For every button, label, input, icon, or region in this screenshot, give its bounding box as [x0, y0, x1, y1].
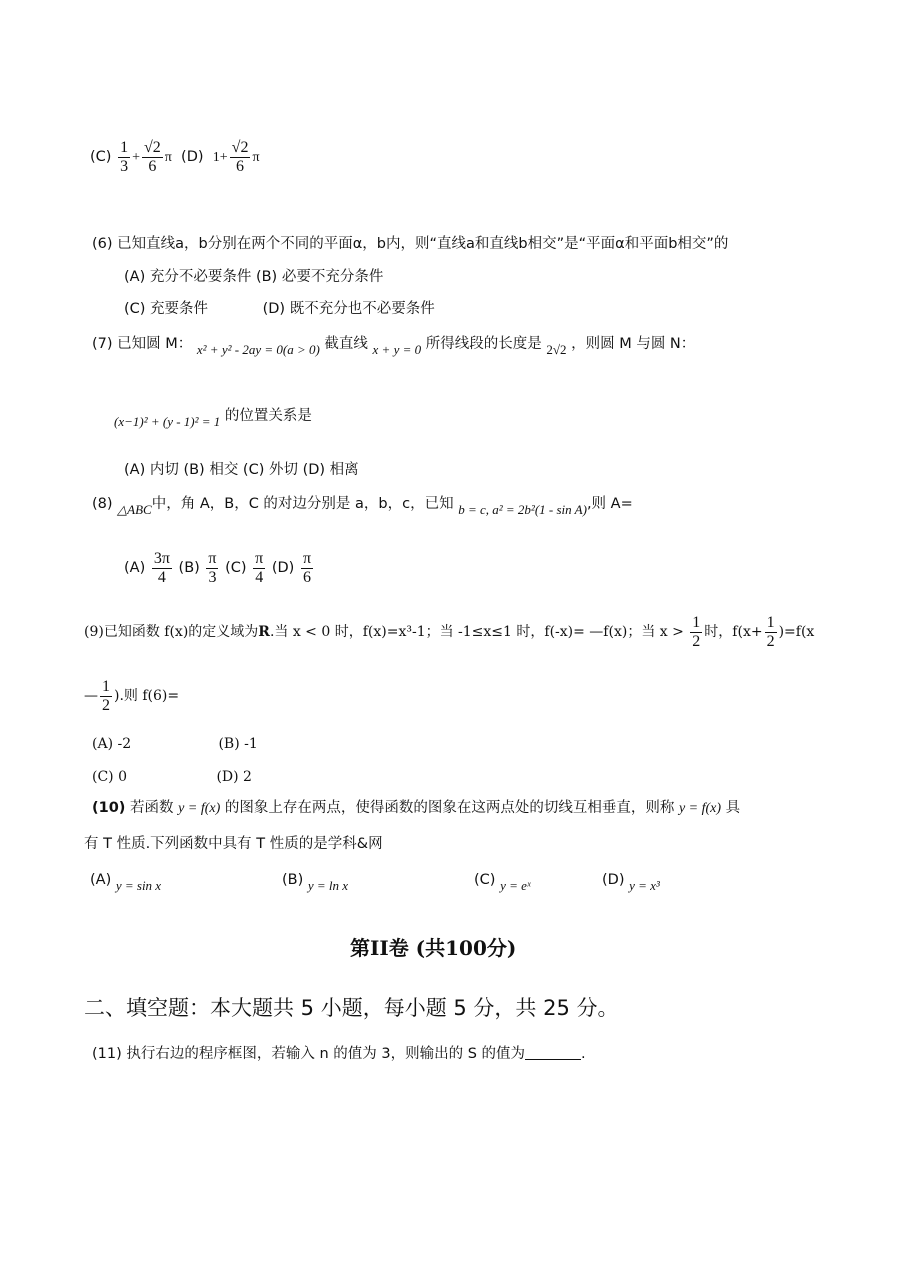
q9-option-c: (C) 0: [92, 769, 127, 785]
q9-stem-cont: — $\frac{1}{2}$ ).则 f(6)=: [84, 677, 180, 714]
q11-answer-blank[interactable]: [525, 1045, 581, 1060]
q6-option-d: (D) 既不充分也不必要条件: [262, 301, 435, 317]
q10-option-a: (A) y = sin x: [90, 872, 162, 893]
q6-stem: (6) 已知直线a，b分别在两个不同的平面α，b内，则“直线a和直线b相交”是“平面α和平面b相交”的: [92, 236, 729, 252]
q9-options-row1: [92, 734, 258, 754]
part-2-title: 二、填空题：本大题共 5 小题，每小题 5 分，共 25 分。: [84, 996, 619, 1020]
q7-stem-cont: (x−1)² + (y - 1)² = 1 的位置关系是: [114, 408, 312, 429]
q6-option-b: (B) 必要不充分条件: [255, 269, 384, 285]
q8-option-b: (B): [178, 560, 200, 576]
q5-c-fraction-1: $\frac{1}{3}$: [120, 138, 129, 175]
q9-option-d: (D) 2: [216, 769, 252, 785]
q9-option-a: (A) -2: [92, 736, 132, 752]
q10-stem-cont: 有 T 性质.下列函数中具有 T 性质的是学科&网: [84, 836, 383, 852]
q8-condition: b = c, a² = 2b²(1 - sin A): [458, 502, 587, 517]
q8-frac-d: $\frac{\pi}{6}$: [302, 549, 312, 586]
q8-triangle: △ABC: [117, 502, 152, 517]
q9-stem: (9)已知函数 f(x)的定义域为R.当 x < 0 时，f(x)=x³-1；当 -1≤x≤1 时，f(-x)= —f(x)；当 x > $\frac{1}{2}$ 时，f(x+ $\frac{1}{2}$ )=f(x: [84, 613, 815, 650]
q6-option-c: (C) 充要条件: [124, 301, 209, 317]
section-2-title: 第II卷 (共100分): [350, 936, 517, 960]
q10-option-c: (C) y = eˣ: [474, 872, 531, 893]
q10-option-d: (D) y = x³: [602, 872, 660, 893]
q8-frac-b: $\frac{\pi}{3}$: [208, 549, 217, 586]
q9-half-2: $\frac{1}{2}$: [766, 613, 775, 650]
q7-circle-m-equation: x² + y² - 2ay = 0(a > 0): [196, 342, 320, 357]
q5-c-fraction-2: $\frac{√2}{6}$: [143, 138, 161, 175]
q7-length: 2√2: [546, 342, 567, 357]
q9-half-1: $\frac{1}{2}$: [692, 613, 701, 650]
q6-options-row1: [124, 267, 383, 287]
q6-options-row2: [124, 299, 435, 319]
q6-option-a: (A) 充分不必要条件: [124, 269, 252, 285]
q7-stem: (7) 已知圆 M： x² + y² - 2ay = 0(a > 0) 截直线 x + y = 0 所得线段的长度是 2√2 ，则圆 M 与圆 N：: [92, 336, 696, 357]
q8-option-a: (A): [124, 560, 146, 576]
q5-option-d-label: (D): [181, 149, 204, 165]
q10-option-b: (B) y = ln x: [282, 872, 349, 893]
q9-option-b: (B) -1: [218, 736, 258, 752]
q8-options: [124, 548, 315, 588]
q9-half-3: $\frac{1}{2}$: [102, 677, 110, 714]
q8-frac-c: $\frac{\pi}{4}$: [255, 549, 264, 586]
q8-frac-a: $\frac{3\pi}{4}$: [153, 549, 170, 586]
q7-options: (A) 内切 (B) 相交 (C) 外切 (D) 相离: [124, 462, 359, 478]
q5-option-c-label: (C): [90, 149, 112, 165]
q10-func: y = f(x): [178, 801, 221, 816]
q8-option-c: (C): [225, 560, 247, 576]
q10-stem: (10) 若函数 y = f(x) 的图象上存在两点，使得函数的图象在这两点处的切线互相垂直，则称 y = f(x) 具: [92, 800, 741, 816]
q8-option-d: (D): [271, 560, 295, 576]
q5-options: (C) $\frac{1}{3}$ + $\frac{√2}{6}$ π (D) 1+ $\frac{√2}{6}$ π: [90, 138, 260, 175]
q7-line-equation: x + y = 0: [372, 342, 422, 357]
q5-d-fraction: $\frac{√2}{6}$: [231, 138, 249, 175]
q7-circle-n-equation: (x−1)² + (y - 1)² = 1: [114, 414, 221, 429]
q9-options-row2: [92, 767, 252, 787]
q11-stem: (11) 执行右边的程序框图，若输入 n 的值为 3，则输出的 S 的值为 .: [92, 1046, 586, 1062]
q8-stem: (8) △ABC中，角 A，B，C 的对边分别是 a，b，c，已知 b = c, a² = 2b²(1 - sin A),则 A=: [92, 496, 633, 517]
